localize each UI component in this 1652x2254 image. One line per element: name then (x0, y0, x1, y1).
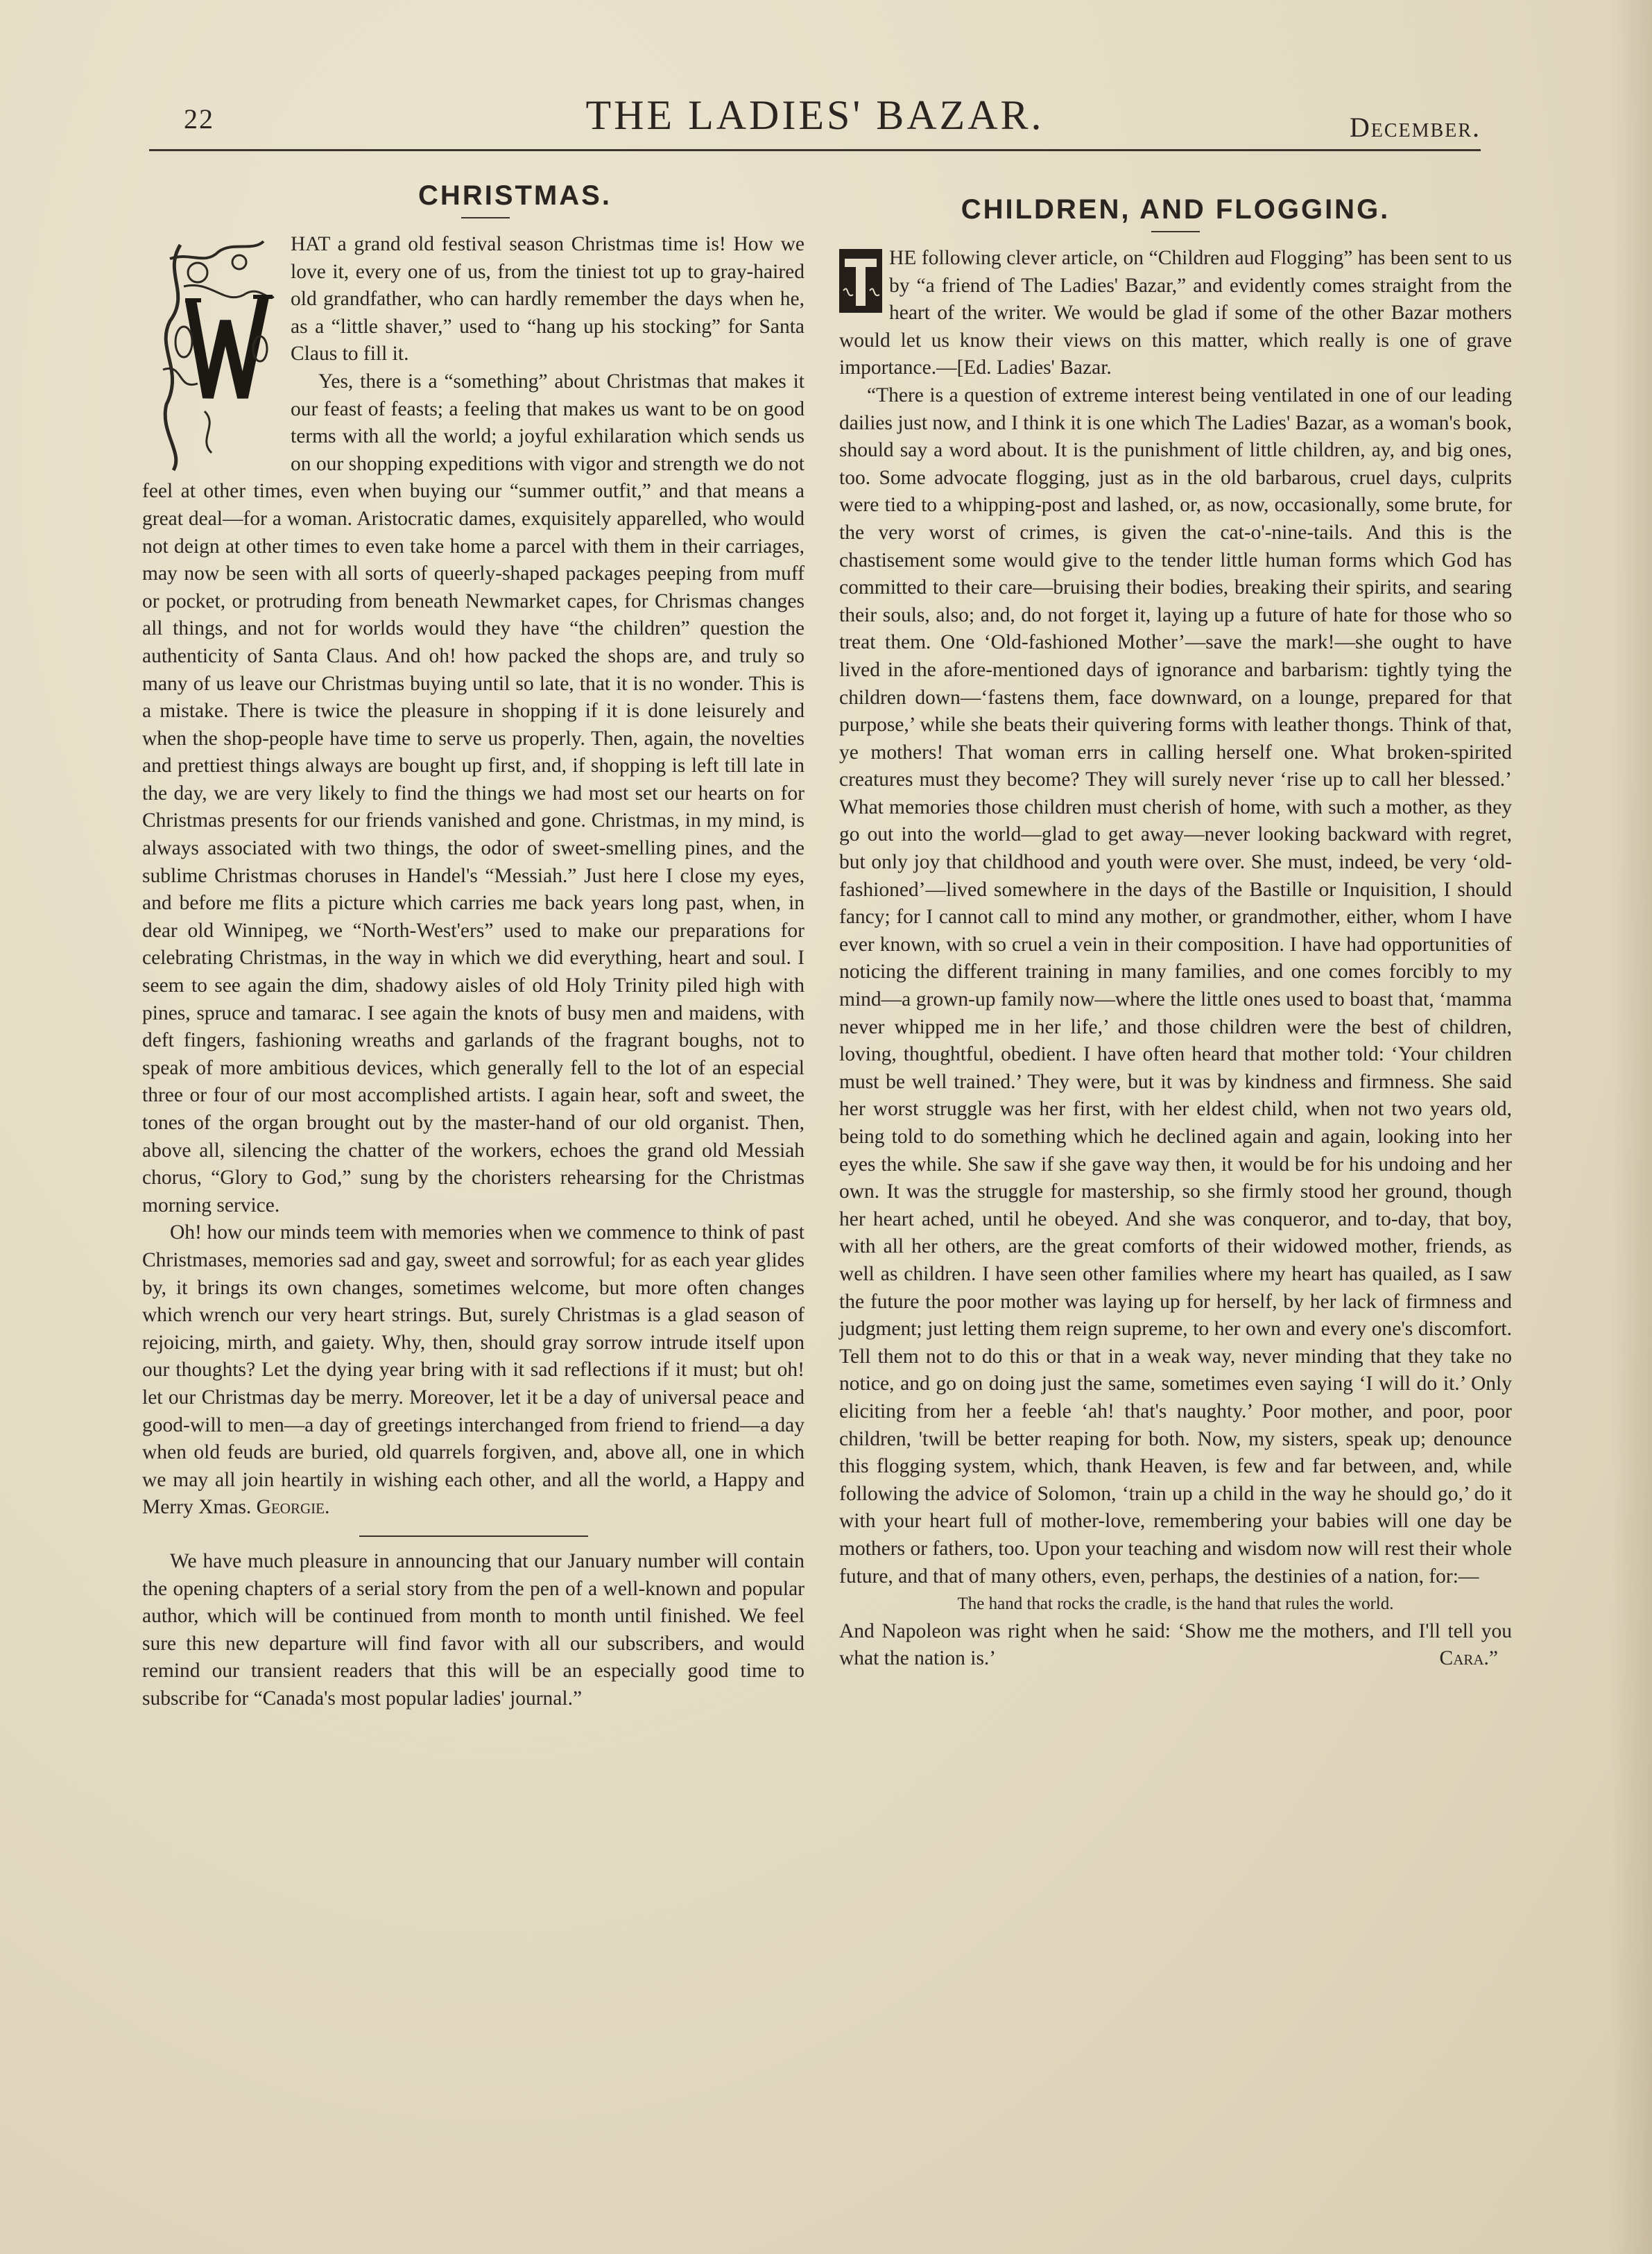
left-column (142, 173, 805, 1712)
ornamental-initial-t (839, 249, 882, 313)
article-title-christmas: CHRISTMAS. (418, 180, 612, 211)
quotation: The hand that rocks the cradle, is the hand that rules the world. (957, 1594, 1394, 1614)
signature-cara: Cara.” (1439, 1647, 1498, 1670)
title-rule (461, 217, 510, 218)
article-body-christmas (142, 231, 805, 1712)
article-title-flogging: CHILDREN, AND FLOGGING. (961, 194, 1391, 225)
title-rule (1151, 231, 1200, 232)
page-edge-shading (1610, 0, 1652, 2254)
paragraph: “There is a question of extreme interest being ventilated in one of our leading dailies just now, and I think it is one which The Ladies' Bazar, as a woman's book, should say a word about. It is the punishment of little children, ay, and big ones, too. Some advocate flogging, just as in the old barbarous, cruel days, culprits were tied to a whipping-post and lashed, or, as now, occasionally, some brute, for the very worst of crimes, is given the cat-o'-nine-tails. And this is the chastisement some would give to the tender little human forms which God has committed to their care—bruising their bodies, breaking their spirits, and searing their souls, also; and, do not forget it, laying up a future of hate for those who so treat them. One ‘Old-fashioned Mother’—save the mark!—she ought to have lived in the afore-mentioned days of ignorance and barbarism: tightly tying the children down—‘fastens them, face downward, on a lounge, prepared for that purpose,’ while she beats their quivering forms with leather thongs. Think of that, ye mothers! That woman errs in calling herself one. What broken-spirited creatures must they become? They will surely never ‘rise up to call her blessed.’ What memories those children must cherish of home, with such a mother, as they go out into the world—glad to get away—never looking backward with regret, but only joy that childhood and youth were over. She must, indeed, be very ‘old-fashioned’—lived somewhere in the days of the Bastille or Inquisition, I should fancy; for I cannot call to mind any mother, or grandmother, either, whom I have ever known, with so cruel a vein in their composition. I have had opportunities of noticing the different training in many families, and one comes forcibly to my mind—a grown-up family now—where the little ones used to boast that, ‘mamma never whipped me in her life,’ and those children were the best of children, loving, thoughtful, obedient. I have often heard that mother told: ‘Your children must be well trained.’ They were, but it was by kindness and firmness. She said her worst struggle was her first, with her eldest child, when not two years old, being told to do something which he declined again and again, looking into her eyes the while. She saw if she gave way then, it would be for his undoing and her own. It was the struggle for mastership, so she firmly stood her ground, though her heart ached, until he obeyed. And she was conqueror, and to-day, that boy, with all her others, are the great comforts of their widowed mother, friends, as well as children. I have seen other families where my heart has quailed, as I saw the future the poor mother was laying up for herself, by her lack of firmness and judgment; just letting them reign supreme, to her own and every one's discomfort. Tell them not to do this or that in a weak way, never minding that they take no notice, and go on doing just the same, sometimes even saying ‘I will do it.’ Only eliciting from her a feeble ‘ah! that's naughty.’ Poor mother, and poor, poor children, 'twill be better reaping for both. Now, my sisters, speak up; denounce this flogging system, which, thank Heaven, is few and far between, and, while following the advice of Solomon, ‘train up a child in the way he should go,’ do it with your heart full of mother-love, remembering your babies will one day be mothers or fathers, too. Upon your teaching and wisdom now will rest their whole future, and that of many others, even, perhaps, the destinies of a nation, for:— (839, 384, 1512, 1588)
announcement-paragraph: We have much pleasure in announcing that our January number will contain the opening chapters of a serial story from the pen of a well-known and popular author, which will be continued from month to month until finished. We feel sure this new departure will find favor with all our subscribers, and would remind our transient readers that this will be an especially good time to subscribe for “Canada's most popular ladies' journal.” (142, 1549, 805, 1710)
editor-intro: HE following clever article, on “Children aud Flogging” has been sent to us by “a friend of The Ladies' Bazar,” and evidently comes straight from the heart of the writer. We would be glad if some of the other Bazar mothers would let us know their views on this matter, which really is one of grave importance.—[Ed. Ladies' Bazar. (839, 247, 1512, 379)
paragraph (142, 1219, 805, 1522)
publication-title: THE LADIES' BAZAR. (585, 92, 1044, 138)
ornamental-initial-w (142, 231, 281, 474)
page-number: 22 (184, 103, 214, 135)
closing-text: And Napoleon was right when he said: ‘Show me the mothers, and I'll tell you what the nation is.’ (839, 1619, 1512, 1670)
issue-month: December. (1349, 112, 1481, 143)
closing-paragraph (839, 1618, 1512, 1673)
page-header (149, 83, 1481, 153)
right-column (839, 173, 1512, 1673)
signature-georgie: Georgie. (256, 1496, 330, 1519)
paragraph: Yes, there is a “something” about Christmas that makes it our feast of feasts; a feeling that makes us want to be on good terms with all the world; a joyful exhilaration which sends us on our shopping expeditions with vigor and strength we do not feel at other times, even when buying our “summer outfit,” and that means a great deal—for a woman. Aristocratic dames, exquisitely apparelled, who would not deign at other times to even take home a parcel with them in their carriages, may now be seen with all sorts of queerly-shaped packages peeping from muff or pocket, or protruding from beneath Newmarket capes, for Chrismas changes all things, and not for worlds would they have “the children” question the authenticity of Santa Claus. And oh! how packed the shops are, and truly so many of us leave our Christmas buying until so late, that it is no wonder. This is a mistake. There is twice the pleasure in shopping if it is done leisurely and when the shop-people have time to serve us properly. Then, again, the novelties and prettiest things always are bought up first, and, if shopping is left till late in the day, we are very likely to find the things we had most set our hearts on for Christmas presents for our friends vanished and gone. Christmas, in my mind, is always associated with two things, the odor of sweet-smelling pines, and the sublime Christmas choruses in Handel's “Messiah.” Just here I close my eyes, and before me flits a picture which carries me back years long past, when, in dear old Winnipeg, we “North-West'ers” used to make our preparations for celebrating Christmas, in the way in which we did everything, heart and soul. I seem to see again the dim, shadowy aisles of old Holy Trinity piled high with pines, spruce and tamarac. I see again the knots of busy men and maidens, with deft fingers, fashioning wreaths and garlands of the fragrant boughs, not to speak of more ambitious devices, which generally fell to the lot of an especial three or four of our most accomplished artists. I again hear, soft and sweet, the tones of the organ brought out by the master-hand of our old organist. Then, above all, silencing the chatter of the workers, echoes the grand old Messiah chorus, “Glory to God,” sung by the choristers rehearsing for the Christmas morning service. (142, 370, 805, 1216)
paragraph: HAT a grand old festival season Christmas time is! How we love it, every one of us, from the tiniest tot up to gray-haired old grandfather, who can hardly remember the days when he, as a “little shaver,” used to “hang up his stocking” for Santa Claus to fill it. (291, 233, 805, 365)
paragraph-text: Oh! how our minds teem with memories when we commence to think of past Christmases, memories sad and gay, sweet and sorrowful; for as each year glides by, it brings its own changes, sometimes welcome, but more often changes which wrench our very heart strings. But, surely Christmas is a glad season of rejoicing, mirth, and gaiety. Why, then, should gray sorrow intrude itself upon our thoughts? Let the dying year bring with it sad reflections if it must; but oh! let our Christmas day be merry. Moreover, let it be a day of universal peace and good-will to men—a day of greetings interchanged from friend to friend—a day when old feuds are buried, old quarrels forgiven, and, above all, one in which we may all join heartily in wishing each other, and all the world, a Happy and Merry Xmas. (142, 1221, 805, 1519)
header-rule (149, 149, 1481, 151)
section-rule (359, 1535, 588, 1537)
article-body-flogging (839, 245, 1512, 1673)
